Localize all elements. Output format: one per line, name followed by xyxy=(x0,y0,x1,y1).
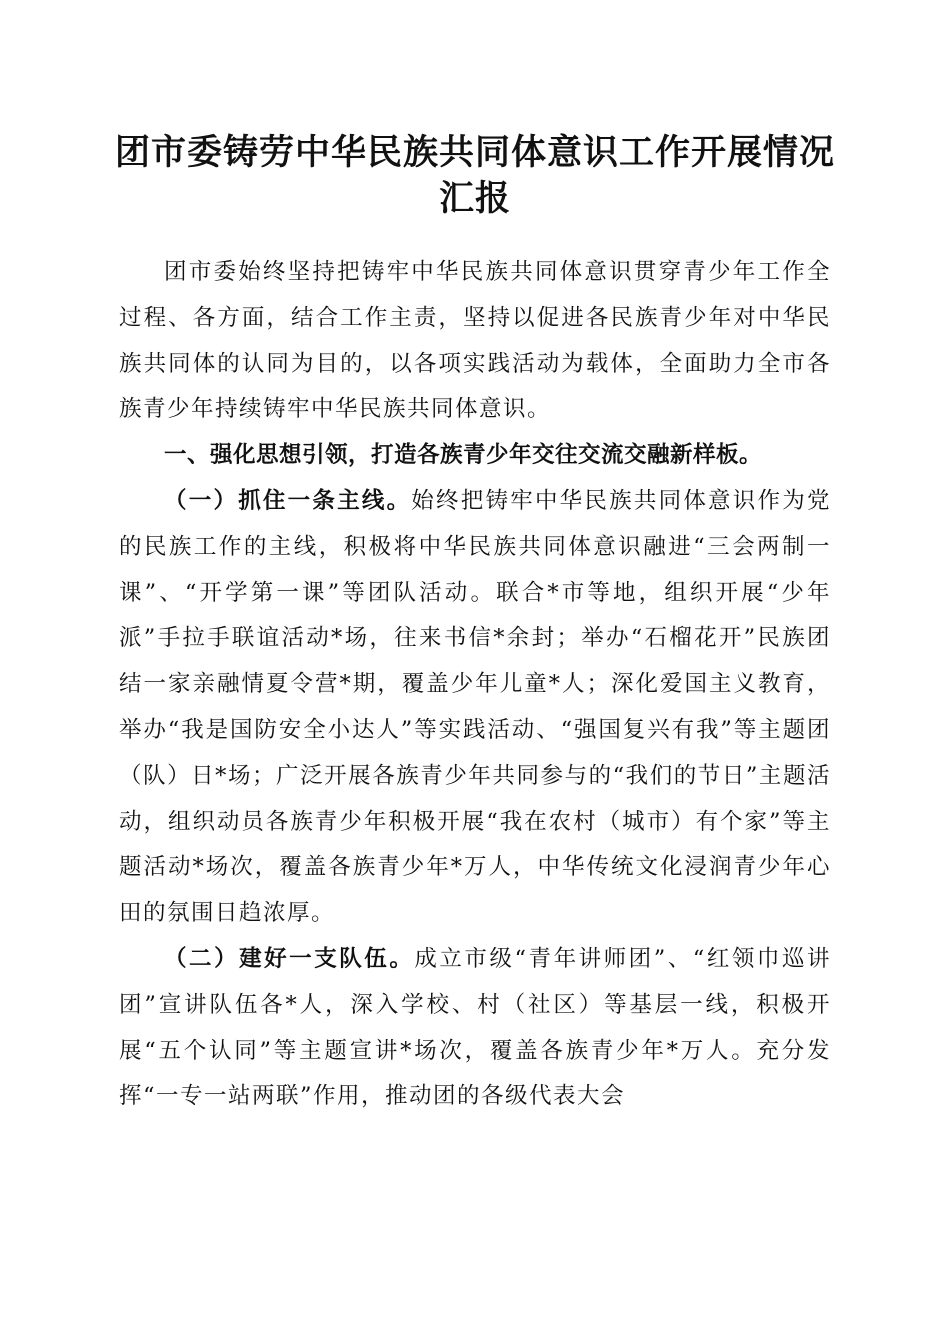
item-paragraph-2 xyxy=(119,937,831,1120)
item-text-2: 成立市级“青年讲师团”、“红领巾巡讲团”宣讲队伍各*人，深入学校、村（社区）等基层一线，积极开展“五个认同”等主题宣讲*场次，覆盖各族青少年*万人。充分发挥“一专一站两联”作用，推动团的各级代表大会 xyxy=(119,945,831,1110)
section-heading: 一、强化思想引领，打造各族青少年交往交流交融新样板。 xyxy=(164,442,763,469)
document-title: 团市委铸劳中华民族共同体意识工作开展情况汇报 xyxy=(114,132,835,219)
document-body xyxy=(119,250,831,1120)
intro-paragraph: 团市委始终坚持把铸牢中华民族共同体意识贯穿青少年工作全过程、各方面，结合工作主责，坚持以促进各民族青少年对中华民族共同体的认同为目的，以各项实践活动为载体，全面助力全市各族青少年持续铸牢中华民族共同体意识。 xyxy=(119,259,831,423)
item-lead-1: （一）抓住一条主线。 xyxy=(164,487,412,514)
item-lead-2: （二）建好一支队伍。 xyxy=(164,945,415,972)
item-paragraph-1 xyxy=(119,479,831,937)
item-text-1: 始终把铸牢中华民族共同体意识作为党的民族工作的主线，积极将中华民族共同体意识融进“三会两制一课”、“开学第一课”等团队活动。联合*市等地，组织开展“少年派”手拉手联谊活动*场，往来书信*余封；举办“石榴花开”民族团结一家亲融情夏令营*期，覆盖少年儿童*人；深化爱国主义教育，举办“我是国防安全小达人”等实践活动、“强国复兴有我”等主题团（队）日*场；广泛开展各族青少年共同参与的“我们的节日”主题活动，组织动员各族青少年积极开展“我在农村（城市）有个家”等主题活动*场次，覆盖各族青少年*万人，中华传统文化浸润青少年心田的氛围日趋浓厚。 xyxy=(119,487,831,927)
